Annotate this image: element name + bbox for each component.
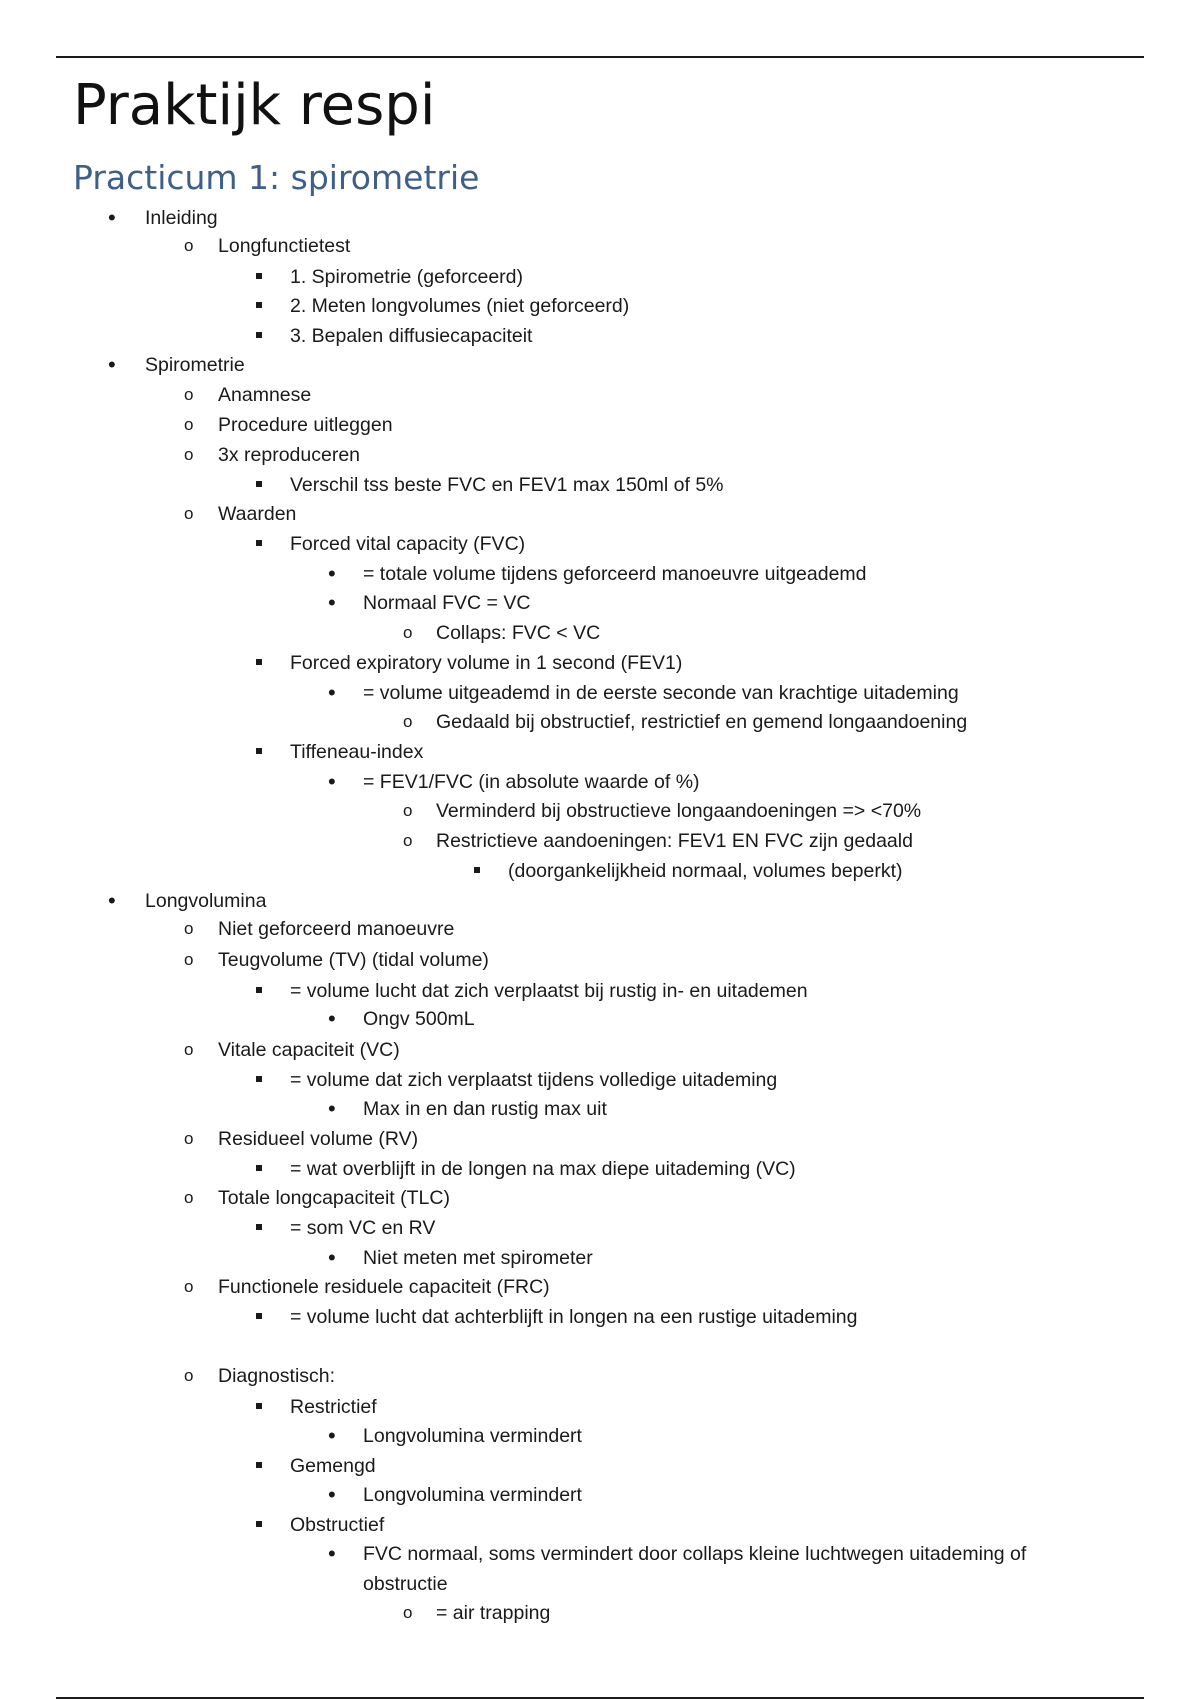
outline-item-level5: = air trapping [436, 1602, 551, 1624]
outline-item-level3: = volume dat zich verplaatst tijdens volledige uitademing [290, 1069, 778, 1091]
outline-item-level2: 3x reproduceren [218, 444, 361, 466]
bullet-square [256, 532, 262, 556]
outline-item-level2: Diagnostisch: [218, 1365, 336, 1387]
outline-item-level3: Tiffeneau-index [290, 741, 424, 763]
bullet-disc [328, 1542, 336, 1568]
bullet-circle [184, 443, 193, 467]
outline-item-level2: Waarden [218, 503, 297, 525]
outline-item-level4: = volume uitgeademd in de eerste seconde van krachtige uitademing [363, 682, 959, 704]
outline-item-level2: Vitale capaciteit (VC) [218, 1039, 400, 1061]
outline-item-level6: (doorgankelijkheid normaal, volumes beperkt) [508, 860, 903, 882]
outline-item-level2: Longfunctietest [218, 235, 351, 257]
bullet-square [256, 1216, 262, 1240]
bullet-circle [403, 710, 412, 734]
bullet-circle [184, 917, 193, 941]
top-rule [56, 56, 1144, 58]
bullet-circle [403, 621, 412, 645]
bullet-circle [184, 1038, 193, 1062]
bullet-disc [328, 1483, 336, 1509]
bullet-square [256, 294, 262, 318]
bullet-circle [184, 413, 193, 437]
outline-item-level3: 2. Meten longvolumes (niet geforceerd) [290, 295, 630, 317]
outline-item-level4: FVC normaal, soms vermindert door collaps kleine luchtwegen uitademing of [363, 1543, 1027, 1565]
bullet-square [256, 651, 262, 675]
outline-item-level4: Max in en dan rustig max uit [363, 1098, 607, 1120]
bullet-square [474, 859, 480, 883]
outline-item-level1: Longvolumina [145, 890, 267, 912]
bullet-circle [184, 234, 193, 258]
outline-item-level3: = som VC en RV [290, 1217, 436, 1239]
bullet-square [256, 1068, 262, 1092]
bullet-square [256, 473, 262, 497]
bullet-circle [403, 799, 412, 823]
bullet-circle [184, 948, 193, 972]
outline-item-level3: Forced vital capacity (FVC) [290, 533, 526, 555]
bullet-disc [328, 1246, 336, 1272]
document-title: Praktijk respi [73, 73, 436, 138]
outline-item-level3: 1. Spirometrie (geforceerd) [290, 266, 524, 288]
bullet-circle [184, 1127, 193, 1151]
outline-item-level2: Procedure uitleggen [218, 414, 393, 436]
outline-item-level3: Forced expiratory volume in 1 second (FEV1) [290, 652, 683, 674]
outline-item-level4: Longvolumina vermindert [363, 1425, 582, 1447]
outline-item-level4: = FEV1/FVC (in absolute waarde of %) [363, 771, 700, 793]
bullet-square [256, 1305, 262, 1329]
bullet-circle [184, 1275, 193, 1299]
outline-item-level3: = volume lucht dat zich verplaatst bij rustig in- en uitademen [290, 980, 808, 1002]
outline-item-level2: Anamnese [218, 384, 312, 406]
outline-item-level4: Ongv 500mL [363, 1008, 475, 1030]
outline-item-level3: Obstructief [290, 1514, 385, 1536]
outline-item-level2: Totale longcapaciteit (TLC) [218, 1187, 450, 1209]
outline-item-level2: Niet geforceerd manoeuvre [218, 918, 455, 940]
bullet-disc [328, 591, 336, 617]
bullet-square [256, 740, 262, 764]
bullet-circle [184, 1364, 193, 1388]
outline-item-level3: Verschil tss beste FVC en FEV1 max 150ml of 5% [290, 474, 724, 496]
bullet-disc [328, 1007, 336, 1033]
outline-item-level4: Longvolumina vermindert [363, 1484, 582, 1506]
bullet-square [256, 324, 262, 348]
outline-item-level5: Collaps: FVC < VC [436, 622, 601, 644]
bullet-circle [184, 502, 193, 526]
bullet-square [256, 979, 262, 1003]
bullet-square [256, 265, 262, 289]
outline-item-level5: Verminderd bij obstructieve longaandoeningen => <70% [436, 800, 922, 822]
bullet-disc [328, 1097, 336, 1123]
outline-item-level4: = totale volume tijdens geforceerd manoeuvre uitgeademd [363, 563, 867, 585]
outline-item-level5: Restrictieve aandoeningen: FEV1 EN FVC zijn gedaald [436, 830, 913, 852]
outline-item-level5: Gedaald bij obstructief, restrictief en gemend longaandoening [436, 711, 968, 733]
section-heading: Practicum 1: spirometrie [73, 158, 480, 197]
outline-item-level2: Residueel volume (RV) [218, 1128, 419, 1150]
bullet-disc [108, 889, 116, 915]
bullet-circle [403, 829, 412, 853]
bullet-disc [328, 1424, 336, 1450]
bullet-circle [184, 1186, 193, 1210]
bullet-square [256, 1454, 262, 1478]
bullet-square [256, 1395, 262, 1419]
outline-item-level2: Teugvolume (TV) (tidal volume) [218, 949, 489, 971]
outline-item-continuation: obstructie [363, 1573, 448, 1595]
bullet-disc [328, 681, 336, 707]
bullet-square [256, 1157, 262, 1181]
outline-item-level3: Restrictief [290, 1396, 377, 1418]
outline-item-level3: Gemengd [290, 1455, 376, 1477]
outline-item-level3: = wat overblijft in de longen na max diepe uitademing (VC) [290, 1158, 796, 1180]
outline-item-level3: = volume lucht dat achterblijft in longen na een rustige uitademing [290, 1306, 858, 1328]
bottom-rule [56, 1697, 1144, 1699]
outline-item-level4: Normaal FVC = VC [363, 592, 531, 614]
bullet-circle [403, 1601, 412, 1625]
bullet-disc [328, 770, 336, 796]
outline-item-level2: Functionele residuele capaciteit (FRC) [218, 1276, 550, 1298]
outline-item-level1: Spirometrie [145, 354, 245, 376]
outline-item-level3: 3. Bepalen diffusiecapaciteit [290, 325, 533, 347]
bullet-disc [328, 562, 336, 588]
bullet-disc [108, 206, 116, 232]
outline-item-level4: Niet meten met spirometer [363, 1247, 593, 1269]
bullet-square [256, 1513, 262, 1537]
bullet-circle [184, 383, 193, 407]
bullet-disc [108, 353, 116, 379]
outline-item-level1: Inleiding [145, 207, 218, 229]
